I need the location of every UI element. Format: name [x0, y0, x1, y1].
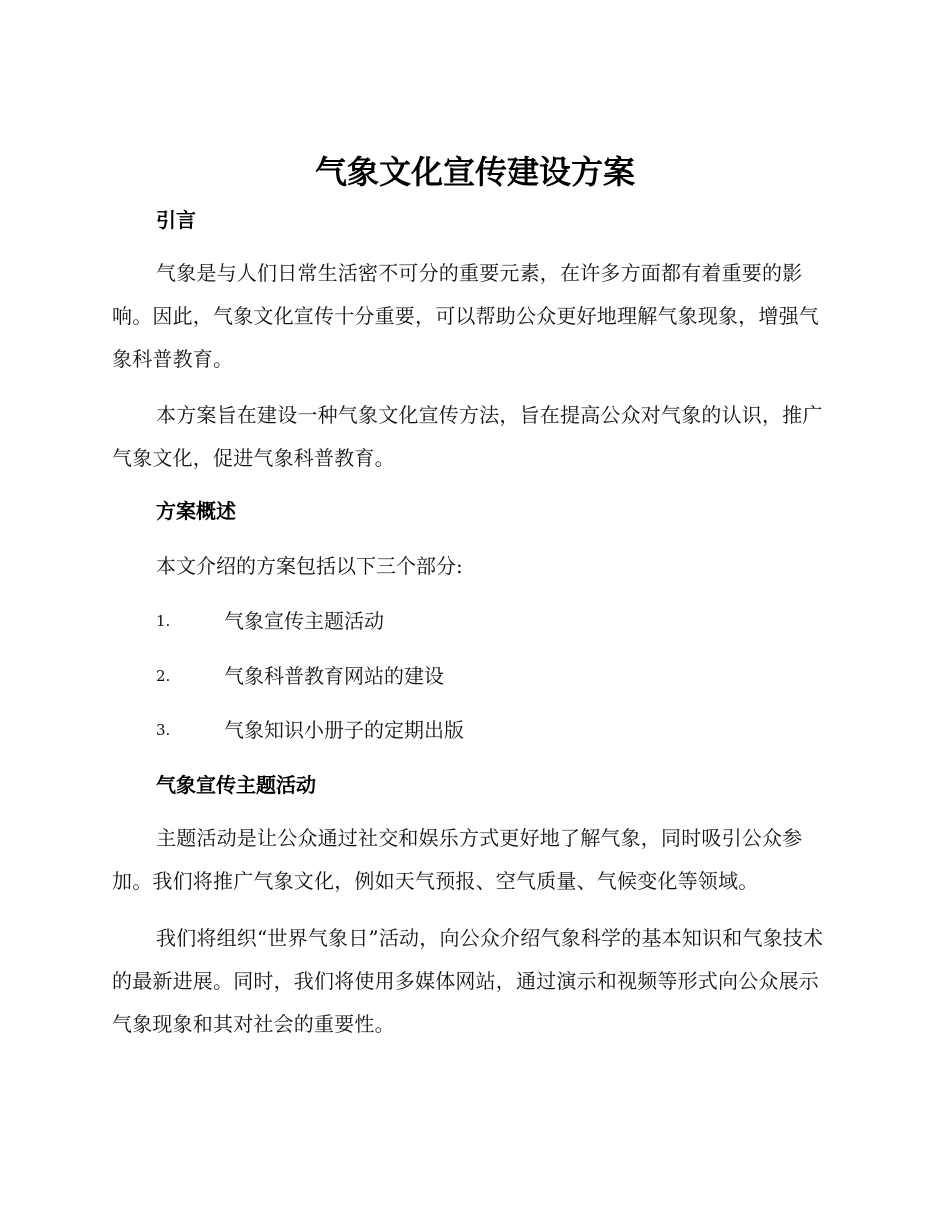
section-heading-introduction: 引言 [156, 208, 196, 232]
paragraph-intro-2: 本方案旨在建设一种气象文化宣传方法，旨在提高公众对气象的认识，推广气象文化，促进气象科普教育。 [112, 403, 823, 470]
list-item-text: 气象科普教育网站的建设 [224, 664, 444, 688]
document-title: 气象文化宣传建设方案 [314, 153, 635, 191]
list-number: 1. [156, 612, 171, 630]
paragraph-activities-2: 我们将组织“世界气象日”活动，向公众介绍气象科学的基本知识和气象技术的最新进展。同时，我们将使用多媒体网站，通过演示和视频等形式向公众展示气象现象和其对社会的重要性。 [112, 926, 824, 1036]
paragraph-activities-1: 主题活动是让公众通过社交和娱乐方式更好地了解气象，同时吸引公众参加。我们将推广气象文化，例如天气预报、空气质量、气候变化等领域。 [112, 826, 803, 893]
list-number: 3. [156, 721, 171, 739]
list-item [156, 715, 836, 745]
section-heading-theme-activities: 气象宣传主题活动 [156, 773, 316, 797]
section-heading-overview: 方案概述 [156, 499, 236, 523]
list-item-text: 气象知识小册子的定期出版 [224, 718, 464, 742]
list-item [156, 606, 836, 636]
list-item [156, 661, 836, 691]
overview-intro-text: 本文介绍的方案包括以下三个部分: [156, 554, 463, 578]
paragraph-intro-1: 气象是与人们日常生活密不可分的重要元素，在许多方面都有着重要的影响。因此，气象文化宣传十分重要，可以帮助公众更好地理解气象现象，增强气象科普教育。 [112, 261, 819, 371]
list-number: 2. [156, 667, 171, 685]
list-item-text: 气象宣传主题活动 [224, 609, 384, 633]
